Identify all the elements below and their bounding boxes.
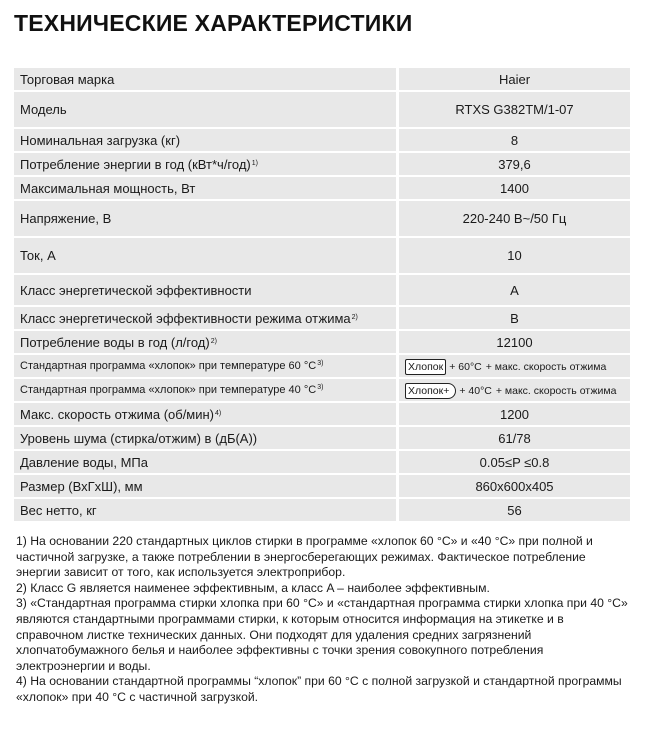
spec-label: Стандартная программа «хлопок» при температуре 40 °C <box>20 384 317 396</box>
spec-value-cell <box>399 403 630 425</box>
spec-row <box>14 403 630 425</box>
program-spin: + макс. скорость отжима <box>495 384 617 397</box>
page-title: ТЕХНИЧЕСКИЕ ХАРАКТЕРИСТИКИ <box>14 10 413 36</box>
spec-row <box>14 451 630 473</box>
spec-label-cell <box>14 427 399 449</box>
spec-label: Напряжение, В <box>20 211 112 226</box>
spec-value: 0.05≤P ≤0.8 <box>479 454 550 470</box>
program-button-label: Хлопок+ <box>405 383 456 399</box>
spec-value-cell <box>399 427 630 449</box>
spec-row <box>14 68 630 90</box>
spec-value-cell <box>399 307 630 329</box>
spec-row <box>14 177 630 199</box>
spec-label-cell <box>14 355 399 377</box>
spec-value: 10 <box>507 248 522 263</box>
program-formula <box>405 359 624 375</box>
spec-label-cell <box>14 403 399 425</box>
spec-row <box>14 153 630 175</box>
spec-value: 220-240 В~/50 Гц <box>462 211 567 226</box>
spec-row <box>14 499 630 521</box>
spec-value-cell <box>399 68 630 90</box>
spec-value-cell <box>399 379 630 401</box>
spec-row <box>14 307 630 329</box>
spec-label: Класс энергетической эффективности режима отжима <box>20 310 351 326</box>
spec-value-cell <box>399 92 630 127</box>
spec-label: Класс энергетической эффективности <box>20 282 252 298</box>
spec-label-cell <box>14 379 399 401</box>
footnote-1: 1) На основании 220 стандартных циклов стирки в программе «хлопок 60 °C» и «40 °C» при полной и частичной загрузке, а также потреблении в энергосберегающих режимах. Фактическое потребление энергии зависит от того, как используется электроприбор. <box>16 534 593 580</box>
spec-value: 1400 <box>500 180 529 196</box>
spec-value: 12100 <box>496 334 533 350</box>
spec-label: Уровень шума (стирка/отжим) в (дБ(А)) <box>20 430 258 446</box>
spec-value-cell <box>399 201 630 236</box>
spec-value-cell <box>399 475 630 497</box>
program-temperature: + 60°C <box>449 360 482 373</box>
spec-value: 61/78 <box>498 430 531 446</box>
spec-label: Стандартная программа «хлопок» при температуре 60 °C <box>20 360 317 372</box>
spec-label-cell <box>14 177 399 199</box>
spec-row <box>14 427 630 449</box>
spec-row <box>14 331 630 353</box>
footnote-4: 4) На основании стандартной программы “хлопок” при 60 °С с полной загрузкой и стандартной программы «хлопок» при 40 °С с частичной загрузкой. <box>16 674 622 704</box>
spec-value: B <box>510 310 519 326</box>
spec-row <box>14 379 630 401</box>
spec-label-cell <box>14 275 399 305</box>
spec-label-cell <box>14 129 399 151</box>
spec-value-cell <box>399 129 630 151</box>
footnote-3: 3) «Стандартная программа стирки хлопка при 60 °C» и «стандартная программа стирки хлопка при 40 °C» являются стандартными программами стирки, к которым относится информация на этикетке и в справочном листке технических данных. Они подходят для удаления средних загрязнений хлопчатобумажного белья и наиболее эффективны с точки зрения совокупного потребления электроэнергии и воды. <box>16 596 628 673</box>
spec-value-cell <box>399 238 630 273</box>
spec-label-cell <box>14 201 399 236</box>
spec-value-cell <box>399 451 630 473</box>
spec-value: RTXS G382TM/1-07 <box>455 102 574 117</box>
spec-value-cell <box>399 499 630 521</box>
spec-value: 56 <box>507 502 522 518</box>
spec-label: Ток, А <box>20 248 56 263</box>
spec-value-cell <box>399 177 630 199</box>
spec-label-cell <box>14 475 399 497</box>
program-spin: + макс. скорость отжима <box>485 360 607 373</box>
spec-label-cell <box>14 307 399 329</box>
spec-row <box>14 238 630 273</box>
spec-label: Потребление воды в год (л/год) <box>20 334 210 350</box>
footnote-ref: 3) <box>317 384 324 391</box>
spec-value: Haier <box>498 71 531 87</box>
spec-value: 8 <box>510 132 519 148</box>
spec-value-cell <box>399 275 630 305</box>
footnotes <box>16 534 628 706</box>
spec-value: 860x600x405 <box>475 478 554 494</box>
footnote-ref: 3) <box>317 360 324 367</box>
spec-label-cell <box>14 153 399 175</box>
spec-label: Максимальная мощность, Вт <box>20 180 196 196</box>
spec-label: Модель <box>20 102 67 117</box>
footnote-ref: 1) <box>251 159 258 167</box>
spec-table-body <box>14 68 630 521</box>
spec-row <box>14 201 630 236</box>
spec-value-cell <box>399 331 630 353</box>
spec-row <box>14 355 630 377</box>
spec-label: Вес нетто, кг <box>20 502 97 518</box>
program-button-label: Хлопок <box>405 359 446 375</box>
spec-value: A <box>510 282 519 298</box>
spec-label: Торговая марка <box>20 71 115 87</box>
spec-value: 1200 <box>500 406 529 422</box>
spec-label-cell <box>14 92 399 127</box>
spec-label: Размер (ВхГхШ), мм <box>20 478 143 494</box>
spec-label-cell <box>14 238 399 273</box>
spec-value: 379,6 <box>498 156 531 172</box>
spec-row <box>14 275 630 305</box>
footnote-ref: 2) <box>210 337 217 345</box>
spec-label: Номинальная загрузка (кг) <box>20 132 181 148</box>
spec-table <box>14 66 630 523</box>
footnote-2: 2) Класс G является наименее эффективным, а класс A – наиболее эффективным. <box>16 580 490 595</box>
spec-label-cell <box>14 68 399 90</box>
spec-label-cell <box>14 451 399 473</box>
spec-value-cell <box>399 153 630 175</box>
spec-label: Потребление энергии в год (кВт*ч/год) <box>20 156 251 172</box>
footnote-ref: 2) <box>351 313 358 321</box>
spec-value-cell <box>399 355 630 377</box>
spec-row <box>14 475 630 497</box>
spec-label: Макс. скорость отжима (об/мин) <box>20 406 215 422</box>
spec-row <box>14 129 630 151</box>
program-temperature: + 40°C <box>459 384 492 397</box>
footnote-ref: 4) <box>215 409 222 417</box>
program-formula <box>405 383 624 399</box>
spec-label: Давление воды, МПа <box>20 454 149 470</box>
spec-label-cell <box>14 499 399 521</box>
spec-label-cell <box>14 331 399 353</box>
spec-row <box>14 92 630 127</box>
